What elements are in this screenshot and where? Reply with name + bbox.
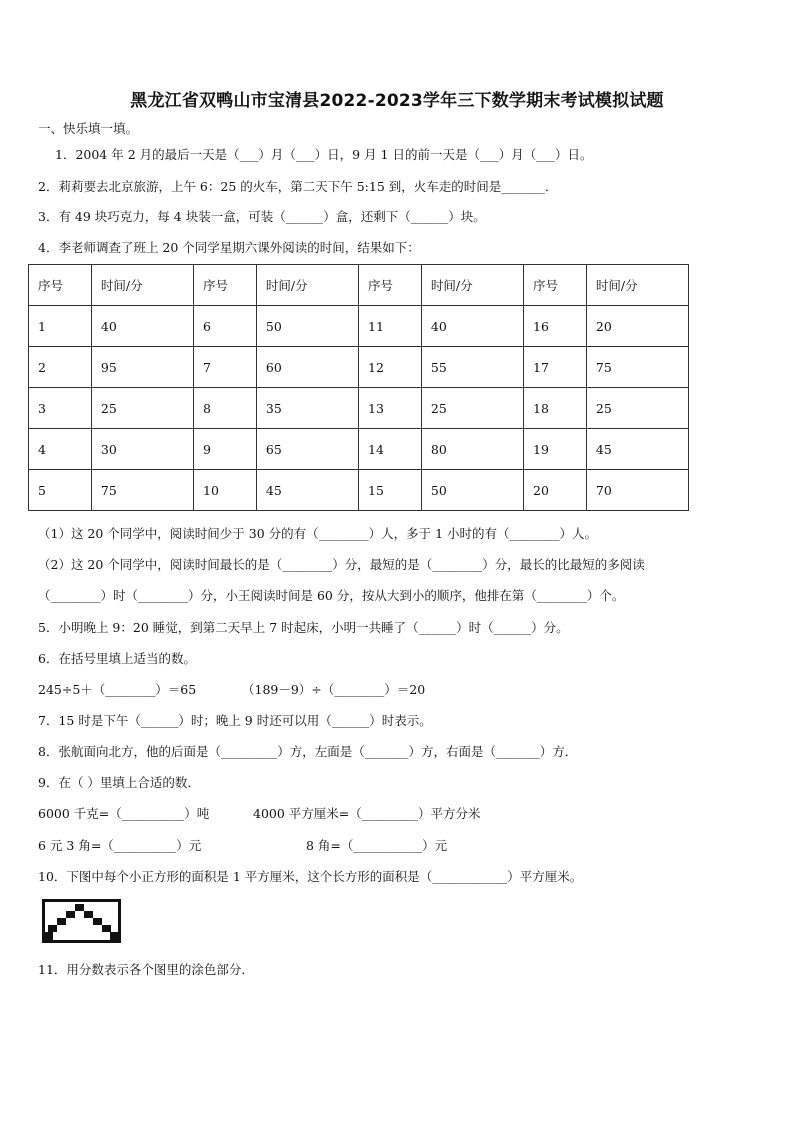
question-8: 8．张航面向北方，他的后面是（_________）方，左面是（_______）方，右面是（_______）方． <box>38 744 578 759</box>
table-row <box>29 306 689 347</box>
header-cell: 时间/分 <box>256 265 358 306</box>
table-cell: 15 <box>359 470 422 511</box>
table-cell: 25 <box>91 388 193 429</box>
table-cell: 8 <box>194 388 257 429</box>
table-cell: 70 <box>586 470 688 511</box>
table-cell: 10 <box>194 470 257 511</box>
question-6: 6．在括号里填上适当的数。 <box>38 651 196 666</box>
header-cell: 序号 <box>29 265 92 306</box>
table-cell: 50 <box>256 306 358 347</box>
table-cell: 4 <box>29 429 92 470</box>
pixel-rectangle-drawing <box>42 899 122 944</box>
table-cell: 3 <box>29 388 92 429</box>
question-9: 9．在（ ）里填上合适的数． <box>38 775 200 790</box>
table-cell: 75 <box>586 347 688 388</box>
table-cell: 65 <box>256 429 358 470</box>
reading-time-table <box>28 264 689 511</box>
table-cell: 6 <box>194 306 257 347</box>
table-cell: 1 <box>29 306 92 347</box>
question-5: 5．小明晚上 9：20 睡觉，到第二天早上 7 时起床，小明一共睡了（______）时（______）分。 <box>38 620 569 635</box>
table-cell: 75 <box>91 470 193 511</box>
table-cell: 25 <box>586 388 688 429</box>
question-10: 10．下图中每个小正方形的面积是 1 平方厘米，这个长方形的面积是（____________）平方厘米。 <box>38 869 583 884</box>
table-row <box>29 388 689 429</box>
table-cell: 40 <box>91 306 193 347</box>
table-cell: 95 <box>91 347 193 388</box>
question-6-equation-b: （189－9）÷（________）＝20 <box>242 682 426 697</box>
question-4-part-1: （1）这 20 个同学中，阅读时间少于 30 分的有（________）人，多于 1 小时的有（________）人。 <box>38 526 598 541</box>
table-cell: 55 <box>421 347 523 388</box>
question-9-item-a: 6000 千克=（__________）吨 <box>38 806 210 821</box>
table-cell: 17 <box>524 347 587 388</box>
table-cell: 11 <box>359 306 422 347</box>
table-row <box>29 347 689 388</box>
table-row <box>29 470 689 511</box>
question-4-part-2: （2）这 20 个同学中，阅读时间最长的是（________）分，最短的是（________）分，最长的比最短的多阅读 <box>38 557 645 572</box>
table-cell: 40 <box>421 306 523 347</box>
table-cell: 18 <box>524 388 587 429</box>
question-9-item-d: 8 角=（___________）元 <box>306 838 448 853</box>
question-3: 3．有 49 块巧克力，每 4 块装一盒，可装（______）盒，还剩下（______）块。 <box>38 209 486 224</box>
table-cell: 25 <box>421 388 523 429</box>
table-row <box>29 429 689 470</box>
question-6-equation-a: 245÷5＋（________）＝65 <box>38 682 197 697</box>
table-cell: 35 <box>256 388 358 429</box>
table-cell: 16 <box>524 306 587 347</box>
question-2: 2．莉莉要去北京旅游，上午 6：25 的火车，第二天下午 5:15 到，火车走的时间是_______． <box>38 179 558 194</box>
table-cell: 50 <box>421 470 523 511</box>
grid-rectangle-figure <box>42 899 122 948</box>
table-cell: 45 <box>256 470 358 511</box>
question-11: 11．用分数表示各个图里的涂色部分． <box>38 962 254 977</box>
section-heading: 一、快乐填一填。 <box>38 121 139 136</box>
table-cell: 2 <box>29 347 92 388</box>
table-cell: 13 <box>359 388 422 429</box>
table-cell: 9 <box>194 429 257 470</box>
table-cell: 5 <box>29 470 92 511</box>
table-cell: 12 <box>359 347 422 388</box>
table-cell: 20 <box>524 470 587 511</box>
header-cell: 时间/分 <box>586 265 688 306</box>
table-cell: 45 <box>586 429 688 470</box>
question-9-item-b: 4000 平方厘米=（_________）平方分米 <box>253 806 481 821</box>
header-cell: 序号 <box>524 265 587 306</box>
question-1: 1．2004 年 2 月的最后一天是（___）月（___）日，9 月 1 日的前一天是（___）月（___）日。 <box>55 147 593 162</box>
header-cell: 序号 <box>194 265 257 306</box>
table-header-row <box>29 265 689 306</box>
table-cell: 30 <box>91 429 193 470</box>
table-cell: 60 <box>256 347 358 388</box>
question-4: 4．李老师调查了班上 20 个同学星期六课外阅读的时间，结果如下： <box>38 240 420 255</box>
header-cell: 序号 <box>359 265 422 306</box>
header-cell: 时间/分 <box>91 265 193 306</box>
table-cell: 19 <box>524 429 587 470</box>
question-4-part-2-cont: （________）时（________）分，小王阅读时间是 60 分，按从大到小的顺序，他排在第（________）个。 <box>38 588 625 603</box>
page-title: 黑龙江省双鸭山市宝清县2022-2023学年三下数学期末考试模拟试题 <box>130 91 664 111</box>
question-9-item-c: 6 元 3 角=（__________）元 <box>38 838 202 853</box>
header-cell: 时间/分 <box>421 265 523 306</box>
question-7: 7．15 时是下午（______）时；晚上 9 时还可以用（______）时表示。 <box>38 713 432 728</box>
table-cell: 7 <box>194 347 257 388</box>
table-cell: 14 <box>359 429 422 470</box>
table-cell: 80 <box>421 429 523 470</box>
table-cell: 20 <box>586 306 688 347</box>
